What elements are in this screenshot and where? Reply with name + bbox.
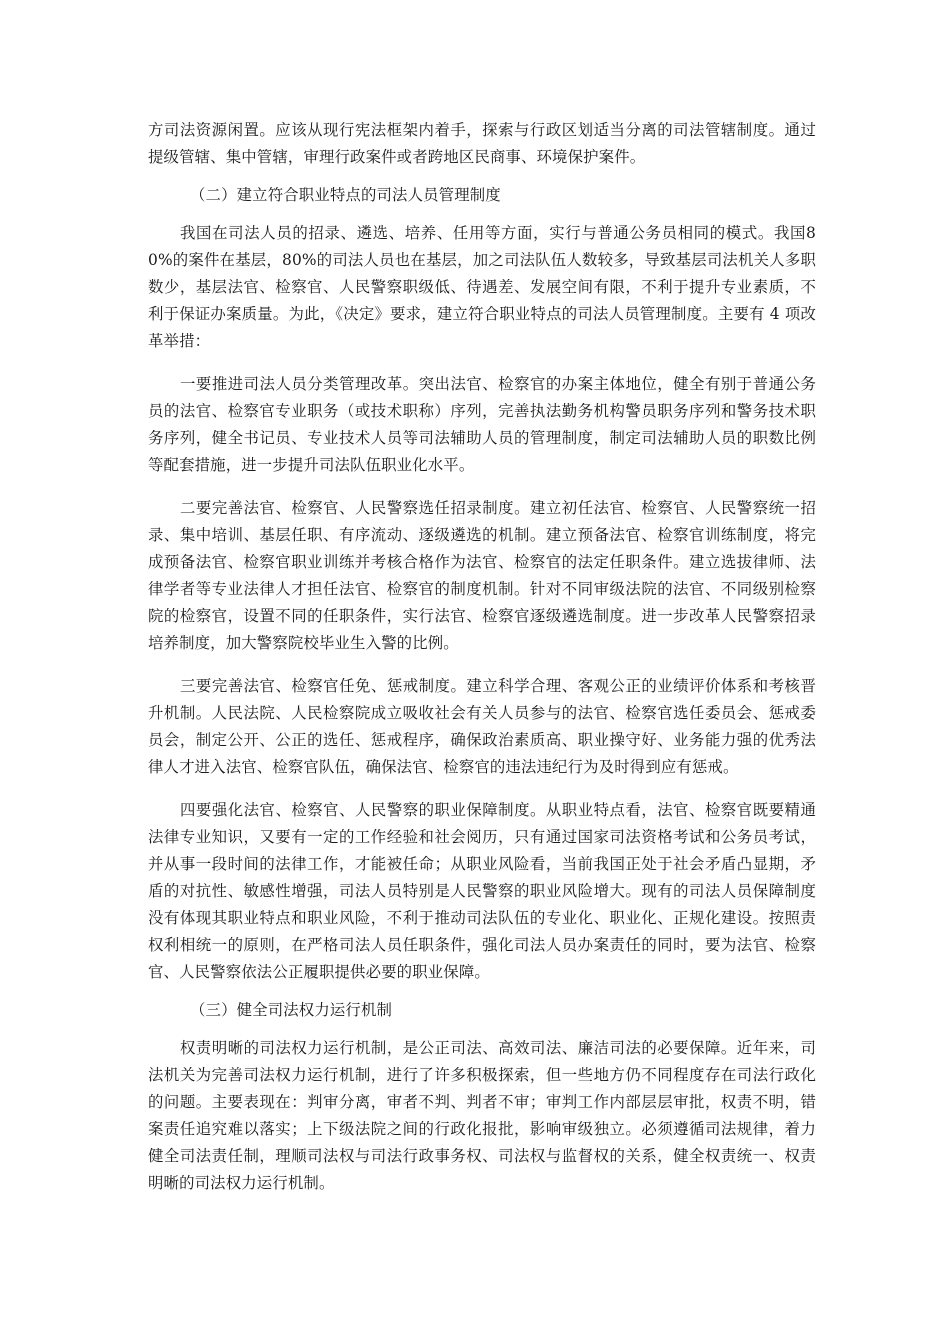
- paragraph-intro: 我国在司法人员的招录、遴选、培养、任用等方面，实行与普通公务员相同的模式。我国80%的案件在基层，80%的司法人员也在基层，加之司法队伍人数较多，导致基层司法机关人多职数少，基层法官、检察官、人民警察职级低、待遇差、发展空间有限，不利于提升专业素质，不利于保证办案质量。为此，《决定》要求，建立符合职业特点的司法人员管理制度。主要有 4 项改革举措：: [148, 224, 816, 350]
- document-page: [148, 117, 816, 1197]
- paragraph-reform-4: 四要强化法官、检察官、人民警察的职业保障制度。从职业特点看，法官、检察官既要精通法律专业知识，又要有一定的工作经验和社会阅历，只有通过国家司法资格考试和公务员考试，并从事一段时间的法律工作，才能被任命；从职业风险看，当前我国正处于社会矛盾凸显期，矛盾的对抗性、敏感性增强，司法人员特别是人民警察的职业风险增大。现有的司法人员保障制度没有体现其职业特点和职业风险，不利于推动司法队伍的专业化、职业化、正规化建设。按照责权利相统一的原则，在严格司法人员任职条件，强化司法人员办案责任的同时，要为法官、检察官、人民警察依法公正履职提供必要的职业保障。: [148, 801, 816, 981]
- paragraph-continued: 方司法资源闲置。应该从现行宪法框架内着手，探索与行政区划适当分离的司法管辖制度。通过提级管辖、集中管辖，审理行政案件或者跨地区民商事、环境保护案件。: [148, 121, 816, 166]
- section-heading-3: （三）健全司法权力运行机制: [190, 1001, 393, 1019]
- paragraph-reform-3: 三要完善法官、检察官任免、惩戒制度。建立科学合理、客观公正的业绩评价体系和考核晋升机制。人民法院、人民检察院成立吸收社会有关人员参与的法官、检察官选任委员会、惩戒委员会，制定公开、公正的选任、惩戒程序，确保政治素质高、职业操守好、业务能力强的优秀法律人才进入法官、检察官队伍，确保法官、检察官的违法违纪行为及时得到应有惩戒。: [148, 677, 816, 776]
- section-heading-2: （二）建立符合职业特点的司法人员管理制度: [190, 186, 501, 204]
- paragraph-reform-2: 二要完善法官、检察官、人民警察选任招录制度。建立初任法官、检察官、人民警察统一招录、集中培训、基层任职、有序流动、逐级遴选的机制。建立预备法官、检察官训练制度，将完成预备法官、检察官职业训练并考核合格作为法官、检察官的法定任职条件。建立选拔律师、法律学者等专业法律人才担任法官、检察官的制度机制。针对不同审级法院的法官、不同级别检察院的检察官，设置不同的任职条件，实行法官、检察官逐级遴选制度。进一步改革人民警察招录培养制度，加大警察院校毕业生入警的比例。: [148, 499, 816, 652]
- paragraph-power-mechanism: 权责明晰的司法权力运行机制，是公正司法、高效司法、廉洁司法的必要保障。近年来，司法机关为完善司法权力运行机制，进行了许多积极探索，但一些地方仍不同程度存在司法行政化的问题。主要表现在：判审分离，审者不判、判者不审；审判工作内部层层审批，权责不明，错案责任追究难以落实；上下级法院之间的行政化报批，影响审级独立。必须遵循司法规律，着力健全司法责任制，理顺司法权与司法行政事务权、司法权与监督权的关系，健全权责统一、权责明晰的司法权力运行机制。: [148, 1039, 816, 1192]
- paragraph-reform-1: 一要推进司法人员分类管理改革。突出法官、检察官的办案主体地位，健全有别于普通公务员的法官、检察官专业职务（或技术职称）序列，完善执法勤务机构警员职务序列和警务技术职务序列，健全书记员、专业技术人员等司法辅助人员的管理制度，制定司法辅助人员的职数比例等配套措施，进一步提升司法队伍职业化水平。: [148, 375, 816, 474]
